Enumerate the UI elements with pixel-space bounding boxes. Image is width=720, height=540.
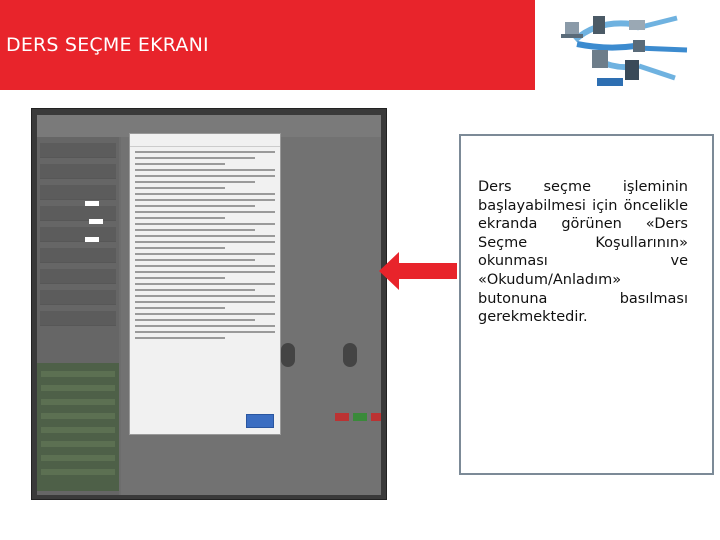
course-selection-screenshot (31, 108, 387, 500)
okudum-anladim-button[interactable] (246, 414, 274, 428)
conditions-modal (129, 133, 281, 435)
screenshot-course-list (37, 363, 119, 491)
left-arrow-icon (379, 252, 457, 290)
slide-title: DERS SEÇME EKRANI (6, 34, 209, 56)
network-diagram-icon (537, 0, 720, 90)
instruction-text: Ders seçme işleminin başlayabilmesi için öncelikle ekranda görünen «Ders Seçme Koşullarının» okunması ve «Okudum/Anladım» butonuna basılması gerekmektedir. (478, 179, 688, 326)
instruction-textbox (459, 134, 714, 475)
slide-title-bar (0, 0, 535, 90)
